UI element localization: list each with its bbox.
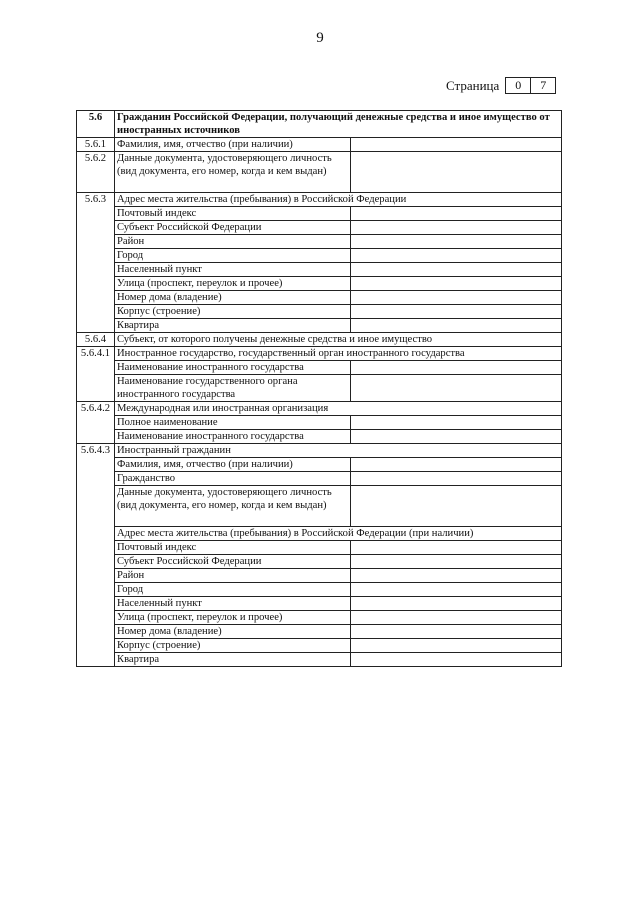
- field-city[interactable]: [351, 249, 562, 263]
- field-org-state-name[interactable]: [351, 430, 562, 444]
- addr-label-postcode: Почтовый индекс: [115, 207, 351, 221]
- field-settlement[interactable]: [351, 263, 562, 277]
- foreigner-address-header: Адрес места жительства (пребывания) в Российской Федерации (при наличии): [115, 527, 562, 541]
- field-house[interactable]: [351, 291, 562, 305]
- addr-label-house: Номер дома (владение): [115, 291, 351, 305]
- row-header-5-6-3: Адрес места жительства (пребывания) в Российской Федерации: [115, 193, 562, 207]
- page-indicator: [446, 77, 556, 94]
- field-identity-document[interactable]: [351, 152, 562, 193]
- foreigner-addr-label-city: Город: [115, 583, 351, 597]
- row-code-5-6-4: 5.6.4: [77, 333, 115, 347]
- label-foreign-state-organ: Наименование государственного органа иностранного государства: [115, 375, 351, 402]
- section-code: 5.6: [77, 111, 115, 138]
- row-code-5-6-2: 5.6.2: [77, 152, 115, 193]
- foreigner-addr-label-district: Район: [115, 569, 351, 583]
- field-foreigner-city[interactable]: [351, 583, 562, 597]
- field-fio[interactable]: [351, 138, 562, 152]
- addr-label-building: Корпус (строение): [115, 305, 351, 319]
- foreigner-addr-label-apartment: Квартира: [115, 653, 351, 667]
- field-apartment[interactable]: [351, 319, 562, 333]
- field-region[interactable]: [351, 221, 562, 235]
- row-label-5-6-2: Данные документа, удостоверяющего личность (вид документа, его номер, когда и кем выдан): [115, 152, 351, 193]
- field-postcode[interactable]: [351, 207, 562, 221]
- row-code-5-6-1: 5.6.1: [77, 138, 115, 152]
- foreigner-addr-label-settlement: Населенный пункт: [115, 597, 351, 611]
- page-digit-2[interactable]: 7: [531, 77, 556, 94]
- field-district[interactable]: [351, 235, 562, 249]
- addr-label-region: Субъект Российской Федерации: [115, 221, 351, 235]
- field-foreigner-street[interactable]: [351, 611, 562, 625]
- label-foreign-state-name: Наименование иностранного государства: [115, 361, 351, 375]
- page-digit-1[interactable]: 0: [505, 77, 531, 94]
- row-code-5-6-3: 5.6.3: [77, 193, 115, 333]
- addr-label-district: Район: [115, 235, 351, 249]
- row-header-5-6-4-3: Иностранный гражданин: [115, 444, 562, 458]
- form-table: [76, 110, 562, 667]
- field-org-full-name[interactable]: [351, 416, 562, 430]
- addr-label-settlement: Населенный пункт: [115, 263, 351, 277]
- field-foreigner-district[interactable]: [351, 569, 562, 583]
- label-foreigner-document: Данные документа, удостоверяющего личность (вид документа, его номер, когда и кем выдан): [115, 486, 351, 527]
- label-foreigner-fio: Фамилия, имя, отчество (при наличии): [115, 458, 351, 472]
- label-foreigner-citizenship: Гражданство: [115, 472, 351, 486]
- field-foreigner-house[interactable]: [351, 625, 562, 639]
- row-label-5-6-1: Фамилия, имя, отчество (при наличии): [115, 138, 351, 152]
- row-header-5-6-4-2: Международная или иностранная организация: [115, 402, 562, 416]
- foreigner-addr-label-street: Улица (проспект, переулок и прочее): [115, 611, 351, 625]
- field-foreigner-apartment[interactable]: [351, 653, 562, 667]
- page-number: 9: [316, 30, 324, 46]
- field-foreigner-fio[interactable]: [351, 458, 562, 472]
- field-foreigner-postcode[interactable]: [351, 541, 562, 555]
- foreigner-addr-label-postcode: Почтовый индекс: [115, 541, 351, 555]
- addr-label-apartment: Квартира: [115, 319, 351, 333]
- page-label: Страница: [446, 77, 500, 93]
- field-foreigner-region[interactable]: [351, 555, 562, 569]
- row-label-5-6-4: Субъект, от которого получены денежные средства и иное имущество: [115, 333, 562, 347]
- foreigner-addr-label-house: Номер дома (владение): [115, 625, 351, 639]
- field-building[interactable]: [351, 305, 562, 319]
- addr-label-street: Улица (проспект, переулок и прочее): [115, 277, 351, 291]
- field-foreigner-settlement[interactable]: [351, 597, 562, 611]
- label-org-full-name: Полное наименование: [115, 416, 351, 430]
- field-foreign-state-name[interactable]: [351, 361, 562, 375]
- field-street[interactable]: [351, 277, 562, 291]
- row-code-5-6-4-3: 5.6.4.3: [77, 444, 115, 667]
- addr-label-city: Город: [115, 249, 351, 263]
- field-foreigner-citizenship[interactable]: [351, 472, 562, 486]
- foreigner-addr-label-region: Субъект Российской Федерации: [115, 555, 351, 569]
- label-org-state-name: Наименование иностранного государства: [115, 430, 351, 444]
- row-header-5-6-4-1: Иностранное государство, государственный орган иностранного государства: [115, 347, 562, 361]
- row-code-5-6-4-2: 5.6.4.2: [77, 402, 115, 444]
- section-title: Гражданин Российской Федерации, получающий денежные средства и иное имущество от иностранных источников: [115, 111, 562, 138]
- field-foreign-state-organ[interactable]: [351, 375, 562, 402]
- field-foreigner-document[interactable]: [351, 486, 562, 527]
- foreigner-addr-label-building: Корпус (строение): [115, 639, 351, 653]
- row-code-5-6-4-1: 5.6.4.1: [77, 347, 115, 402]
- field-foreigner-building[interactable]: [351, 639, 562, 653]
